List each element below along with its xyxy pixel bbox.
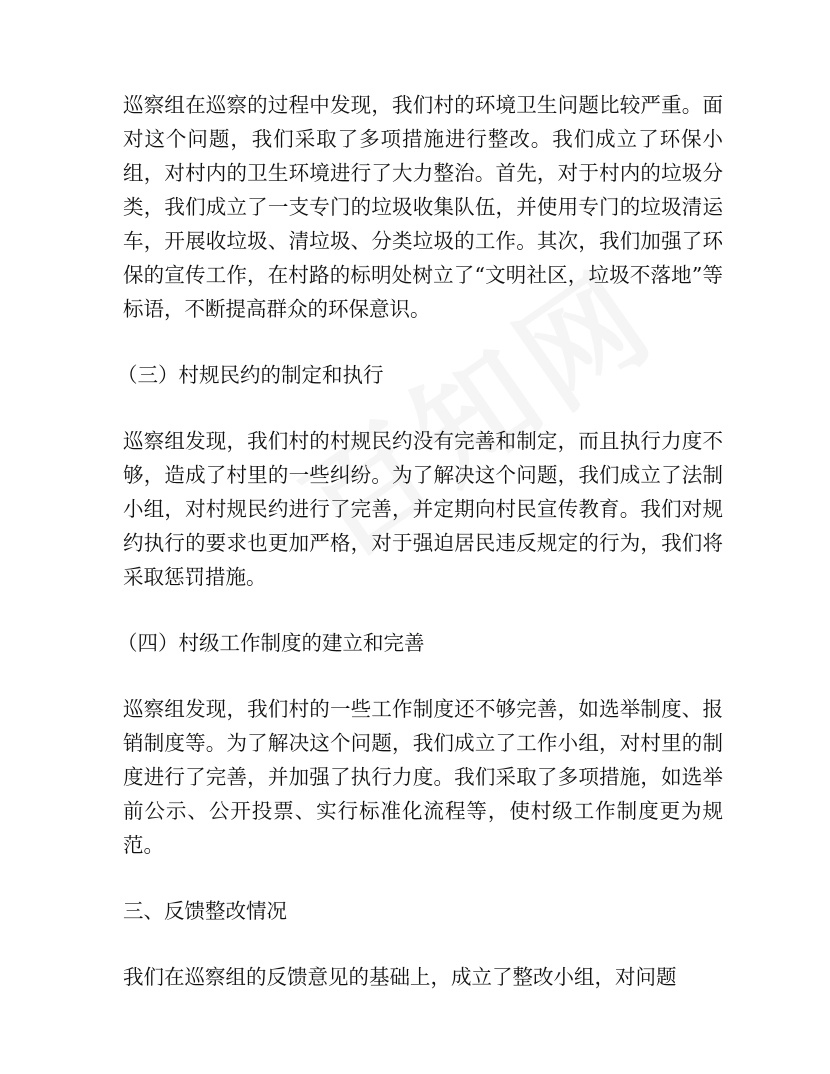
- section-heading-feedback: 三、反馈整改情况: [123, 899, 287, 923]
- paragraph-feedback: 我们在巡察组的反馈意见的基础上，成立了整改小组，对问题: [123, 965, 677, 989]
- paragraph-work-system: 巡察组发现，我们村的一些工作制度还不够完善，如选举制度、报销制度等。为了解决这个问题，我们成立了工作小组，对村里的制度进行了完善，并加强了执行力度。我们采取了多项措施，如选举前公示、公开投票、实行标准化流程等，使村级工作制度更为规范。: [123, 697, 723, 857]
- document-body: [117, 88, 723, 994]
- section-heading-village-rules: （三）村规民约的制定和执行: [117, 363, 384, 387]
- section-heading-work-system: （四）村级工作制度的建立和完善: [117, 631, 425, 655]
- paragraph-environment: 巡察组在巡察的过程中发现，我们村的环境卫生问题比较严重。面对这个问题，我们采取了多项措施进行整改。我们成立了环保小组，对村内的卫生环境进行了大力整治。首先，对于村内的垃圾分类，我们成立了一支专门的垃圾收集队伍，并使用专门的垃圾清运车，开展收垃圾、清垃圾、分类垃圾的工作。其次，我们加强了环保的宣传工作，在村路的标明处树立了“文明社区，垃圾不落地”等标语，不断提高群众的环保意识。: [123, 93, 723, 321]
- paragraph-village-rules: 巡察组发现，我们村的村规民约没有完善和制定，而且执行力度不够，造成了村里的一些纠纷。为了解决这个问题，我们成立了法制小组，对村规民约进行了完善，并定期向村民宣传教育。我们对规约执行的要求也更加严格，对于强迫居民违反规定的行为，我们将采取惩罚措施。: [123, 429, 723, 589]
